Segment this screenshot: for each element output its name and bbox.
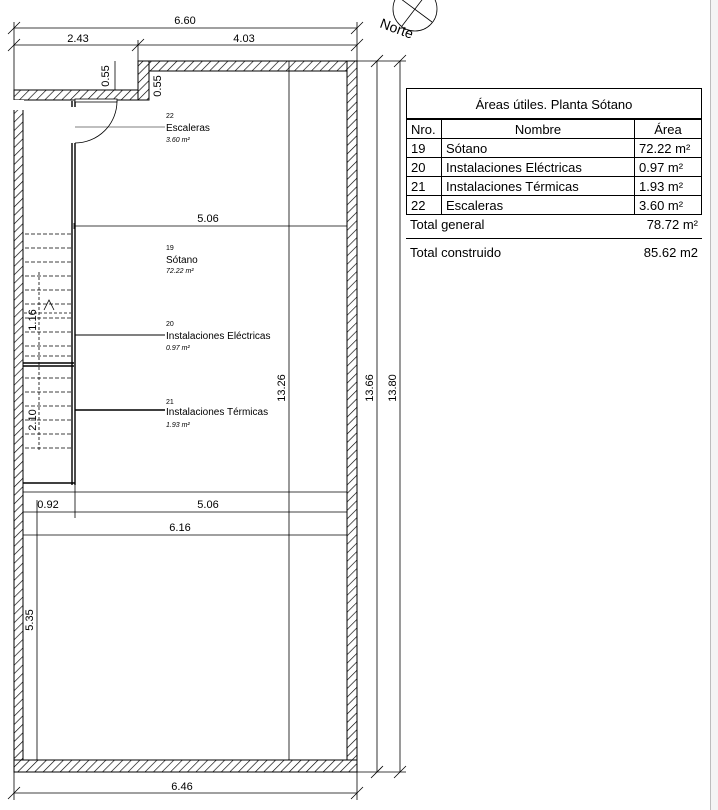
table-row — [407, 196, 702, 215]
dim-top-total: 6.60 — [174, 15, 196, 27]
dim-left-small: 0.92 — [37, 499, 59, 511]
room-area: 3.60 m² — [166, 137, 190, 144]
total-construido-value: 85.62 m2 — [643, 245, 698, 260]
total-general-label: Total general — [410, 217, 485, 232]
column-header-nro: Nro. — [407, 120, 442, 139]
table-row — [407, 139, 702, 158]
room-number: 20 — [166, 321, 174, 328]
dim-height-outer: 13.80 — [387, 374, 399, 402]
column-header-area: Área — [635, 120, 702, 139]
total-general-value: 78.72 m² — [646, 217, 698, 232]
table-header-row — [407, 120, 702, 139]
room-area: 0.97 m² — [166, 345, 190, 352]
column-header-nombre: Nombre — [442, 120, 635, 139]
cell-nombre: Sótano — [442, 139, 635, 158]
areas-table — [406, 119, 702, 215]
room-area: 1.93 m² — [166, 422, 190, 429]
table-row — [407, 158, 702, 177]
door-leaf — [75, 99, 117, 102]
room-number: 21 — [166, 399, 174, 406]
wall-left — [14, 100, 23, 760]
wall-bottom — [14, 760, 357, 772]
room-number: 22 — [166, 113, 174, 120]
dim-height-inner: 13.26 — [276, 374, 288, 402]
scrollbar-edge — [710, 0, 718, 810]
wall-notch-vertical — [138, 61, 149, 100]
room-name: Sótano — [166, 255, 198, 266]
dim-bottom-total: 6.46 — [171, 781, 193, 793]
room-name: Escaleras — [166, 123, 210, 134]
cell-nombre: Instalaciones Eléctricas — [442, 158, 635, 177]
room-label-instalaciones-termicas — [166, 399, 268, 429]
dim-notch-width: 0.55 — [100, 65, 112, 87]
cell-nombre: Escaleras — [442, 196, 635, 215]
areas-table-panel — [406, 88, 702, 262]
wall-top-right — [149, 61, 357, 71]
dim-stair-upper: 1.16 — [27, 309, 39, 331]
room-area: 72.22 m² — [166, 268, 194, 275]
dim-mid-width: 6.16 — [169, 522, 191, 534]
room-label-escaleras — [166, 113, 210, 144]
room-number: 19 — [166, 245, 174, 252]
dim-notch-depth: 0.55 — [152, 75, 164, 97]
dim-lower-height: 5.35 — [24, 609, 36, 631]
dim-right-inner: 5.06 — [197, 499, 219, 511]
room-name: Instalaciones Eléctricas — [166, 331, 271, 342]
total-construido-label: Total construido — [410, 245, 502, 260]
cell-nro: 21 — [407, 177, 442, 196]
table-row — [407, 177, 702, 196]
room-label-sotano — [166, 245, 198, 275]
wall-left-gap — [13, 100, 24, 110]
total-construido-row — [406, 243, 702, 262]
cell-area: 0.97 m² — [635, 158, 702, 177]
total-general-row — [406, 215, 702, 234]
cell-area: 72.22 m² — [635, 139, 702, 158]
dim-inner-width: 5.06 — [197, 213, 219, 225]
dim-height-middle: 13.66 — [364, 374, 376, 402]
wall-right — [347, 61, 357, 772]
room-name: Instalaciones Térmicas — [166, 407, 269, 418]
room-label-instalaciones-electricas — [166, 321, 271, 352]
cell-nro: 20 — [407, 158, 442, 177]
dim-top-right: 4.03 — [233, 33, 255, 45]
divider — [406, 238, 702, 239]
cell-area: 1.93 m² — [635, 177, 702, 196]
areas-table-title: Áreas útiles. Planta Sótano — [406, 88, 702, 119]
dim-stair-lower: 2.10 — [27, 409, 39, 431]
cell-nro: 19 — [407, 139, 442, 158]
cell-nombre: Instalaciones Térmicas — [442, 177, 635, 196]
cell-nro: 22 — [407, 196, 442, 215]
dim-top-left: 2.43 — [67, 33, 89, 45]
north-label: Norte — [377, 14, 416, 42]
cell-area: 3.60 m² — [635, 196, 702, 215]
door-swing — [75, 101, 117, 143]
wall-top-left — [14, 90, 138, 100]
